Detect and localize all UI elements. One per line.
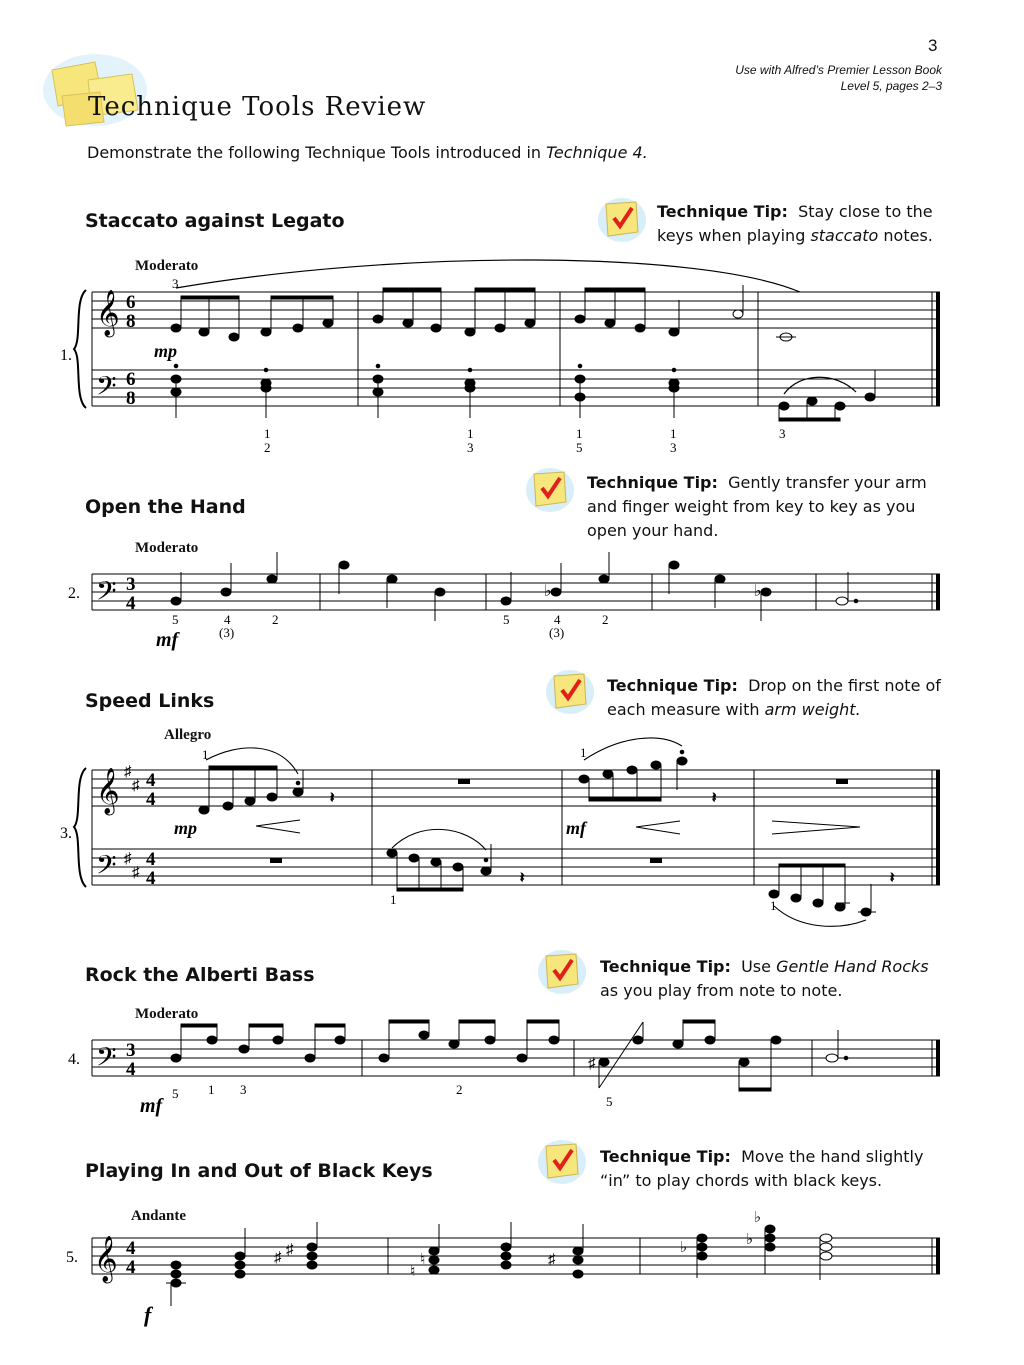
time-signature-top: 4 [146, 849, 156, 870]
tip-label: Technique Tip: [587, 473, 718, 492]
dynamic-marking: mp [154, 341, 178, 361]
intro-book-name: Technique 4. [546, 143, 648, 162]
time-signature-bottom: 4 [146, 868, 156, 889]
fingering: 1 [202, 747, 209, 762]
page-title: Technique Tools Review [88, 92, 427, 122]
fingering: 3 [467, 440, 474, 455]
exercise-2-tempo: Moderato [135, 540, 199, 556]
exercise-5-tempo: Andante [131, 1208, 187, 1224]
svg-text:𝄽: 𝄽 [520, 871, 525, 886]
fingering: 4 [224, 612, 231, 627]
fingering: 5 [576, 440, 583, 455]
sharp-icon: ♯ [124, 851, 132, 867]
time-signature-bottom: 4 [146, 789, 156, 810]
flat-icon: ♭ [746, 1232, 754, 1248]
exercise-number: 5. [66, 1249, 78, 1266]
fingering: (3) [219, 625, 235, 640]
fingering: 2 [456, 1082, 463, 1097]
flat-icon: ♭ [754, 583, 762, 600]
flat-icon: ♭ [544, 583, 552, 600]
fingering: 1 [390, 892, 397, 907]
fingering: 3 [172, 276, 179, 291]
dynamic-marking: mf [156, 629, 179, 651]
time-signature-bottom: 4 [126, 1257, 136, 1278]
bass-clef-icon: 𝄢 [96, 1042, 117, 1078]
fingering: 2 [272, 612, 279, 627]
fingering: 3 [240, 1082, 247, 1097]
fingering: 1 [580, 745, 587, 760]
exercise-2-title: Open the Hand [85, 496, 246, 518]
fingering: 3 [779, 426, 786, 441]
fingering: 1 [670, 426, 677, 441]
fingering: 4 [554, 612, 561, 627]
fingering: 1 [770, 898, 777, 913]
fingering: 1 [576, 426, 583, 441]
exercise-5-title: Playing In and Out of Black Keys [85, 1160, 433, 1182]
sharp-icon: ♯ [124, 764, 132, 780]
treble-clef-icon: 𝄞 [94, 1236, 118, 1281]
tip-text: Stay close to the keys when playing [657, 202, 933, 245]
fingering: 1 [467, 426, 474, 441]
time-signature-top: 6 [126, 292, 136, 313]
tip-label: Technique Tip: [600, 1147, 731, 1166]
exercise-number: 2. [68, 585, 80, 602]
fingering: (3) [549, 625, 565, 640]
time-signature-top: 3 [126, 1040, 136, 1061]
tip-text: Drop on the first note of each measure with [607, 676, 941, 719]
sharp-icon: ♯ [286, 1242, 294, 1258]
exercise-1-tempo: Moderato [135, 258, 199, 274]
fingering: 1 [264, 426, 271, 441]
fingering: 5 [606, 1094, 613, 1109]
bass-clef-icon: 𝄢 [96, 371, 117, 407]
tip-label: Technique Tip: [600, 957, 731, 976]
natural-icon: ♮ [420, 1252, 426, 1268]
time-signature-top: 6 [126, 369, 136, 390]
tip-text-end: notes. [878, 226, 933, 245]
bass-clef-icon: 𝄢 [96, 576, 117, 612]
fingering: 5 [503, 612, 510, 627]
tip-text-end: as you play from note to note. [600, 981, 843, 1000]
bass-clef-icon: 𝄢 [96, 850, 117, 886]
exercise-4-tempo: Moderato [135, 1006, 199, 1022]
lesson-book-line: Use with Alfred’s Premier Lesson Book [735, 63, 942, 77]
exercise-1-title: Staccato against Legato [85, 210, 345, 232]
fingering: 5 [172, 1086, 179, 1101]
time-signature-bottom: 4 [126, 1059, 136, 1080]
fingering: 5 [172, 612, 179, 627]
tip-label: Technique Tip: [607, 676, 738, 695]
time-signature-bottom: 4 [126, 593, 136, 614]
flat-icon: ♭ [680, 1240, 688, 1256]
fingering: 2 [264, 440, 271, 455]
tip-emphasis: arm weight. [764, 700, 861, 719]
intro-sentence: Demonstrate the following Technique Tools introduced in [87, 143, 547, 162]
time-signature-bottom: 8 [126, 311, 136, 332]
tip-text: Gently transfer your arm and finger weight from key to key as you open your hand. [587, 473, 927, 540]
natural-icon: ♮ [410, 1264, 416, 1280]
sharp-icon: ♯ [274, 1250, 282, 1266]
exercise-number: 3. [60, 825, 72, 842]
dynamic-marking: f [144, 1302, 152, 1327]
tip-emphasis: staccato [810, 226, 879, 245]
tip-emphasis: Gentle Hand Rocks [776, 957, 929, 976]
dynamic-marking: mf [140, 1095, 163, 1117]
time-signature-top: 4 [146, 770, 156, 791]
dynamic-marking: mp [174, 818, 198, 838]
sharp-icon: ♯ [548, 1252, 556, 1268]
treble-clef-icon: 𝄞 [96, 290, 120, 335]
svg-text:𝄽: 𝄽 [890, 871, 895, 886]
fingering: 3 [670, 440, 677, 455]
svg-text:𝄽: 𝄽 [712, 791, 717, 806]
flat-icon: ♭ [754, 1210, 762, 1226]
exercise-number: 1. [60, 347, 72, 364]
lesson-book-pages: Level 5, pages 2–3 [840, 79, 942, 93]
fingering: 1 [208, 1082, 215, 1097]
dynamic-marking: mf [566, 818, 586, 838]
treble-clef-icon: 𝄞 [96, 768, 120, 813]
page-number: 3 [928, 36, 938, 55]
exercise-number: 4. [68, 1051, 80, 1068]
sharp-icon: ♯ [132, 778, 140, 794]
tip-text: Move the hand slightly “in” to play chords with black keys. [600, 1147, 924, 1190]
time-signature-bottom: 8 [126, 388, 136, 409]
time-signature-top: 3 [126, 574, 136, 595]
exercise-3-title: Speed Links [85, 690, 215, 712]
time-signature-top: 4 [126, 1238, 136, 1259]
sharp-icon: ♯ [588, 1056, 596, 1072]
exercise-3-tempo: Allegro [164, 727, 212, 743]
svg-text:𝄽: 𝄽 [330, 791, 335, 806]
fingering: 2 [602, 612, 609, 627]
sharp-icon: ♯ [132, 865, 140, 881]
tip-label: Technique Tip: [657, 202, 788, 221]
tip-text: Use [741, 957, 777, 976]
exercise-4-title: Rock the Alberti Bass [85, 964, 315, 986]
